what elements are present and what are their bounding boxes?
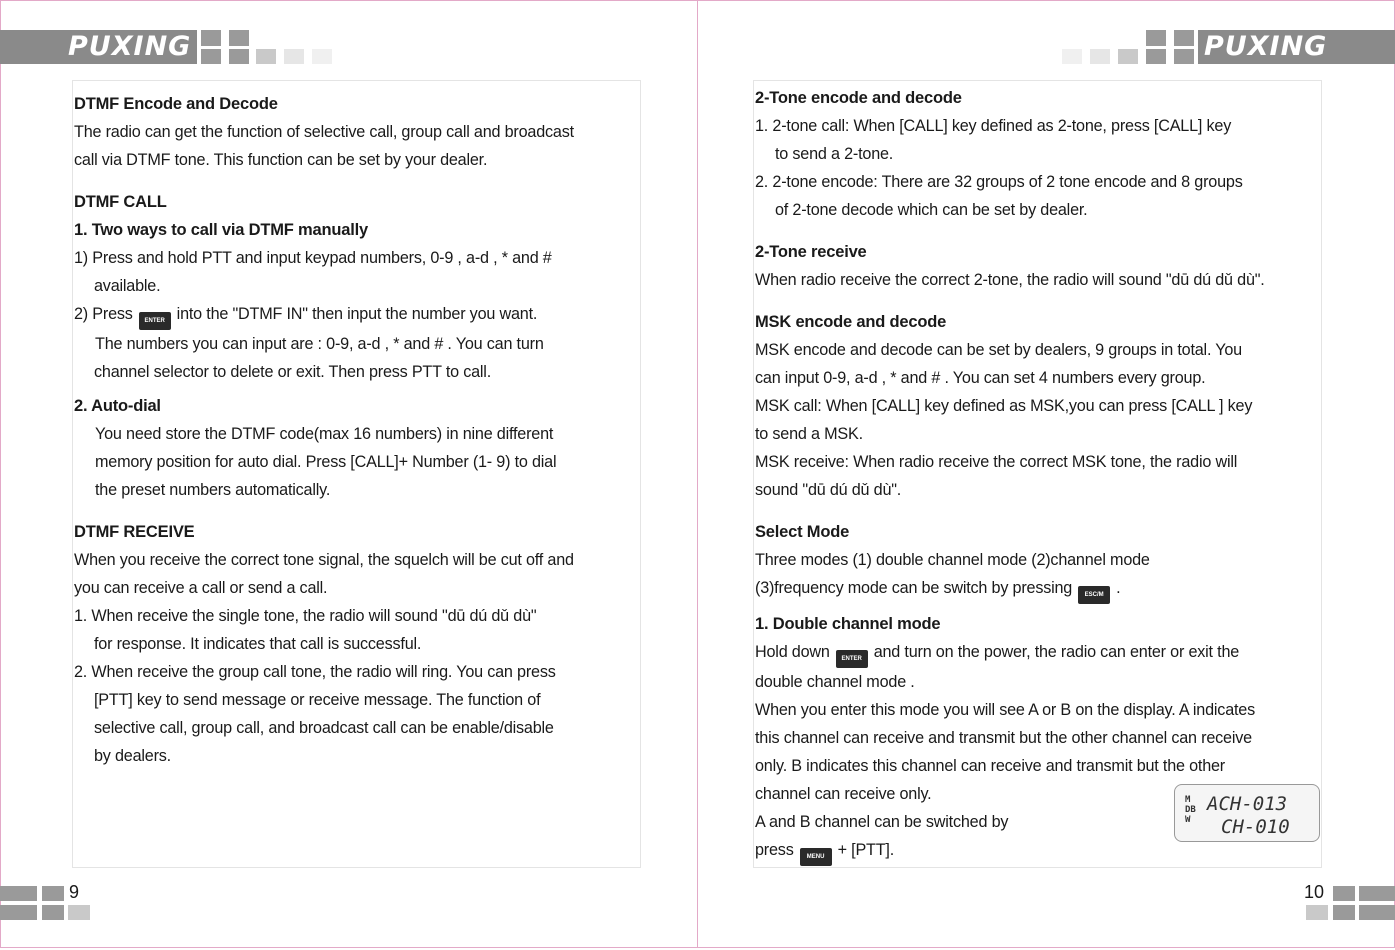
text-line: MSK receive: When radio receive the correct MSK tone, the radio will bbox=[755, 453, 1238, 471]
text-line: only. B indicates this channel can receive and transmit but the other bbox=[755, 757, 1225, 775]
header-square bbox=[1174, 49, 1194, 64]
text-line bbox=[74, 300, 674, 330]
text-line: When you receive the correct tone signal, the squelch will be cut off and bbox=[74, 551, 574, 569]
text-line: available. bbox=[94, 277, 161, 295]
left-column bbox=[74, 90, 674, 770]
right-page-number: 10 bbox=[1304, 882, 1325, 902]
text-segment: into the "DTMF IN" then input the number you want. bbox=[176, 305, 538, 323]
text-segment: 2) Press bbox=[74, 305, 133, 323]
lcd-display-illustration bbox=[1174, 784, 1320, 842]
header-square bbox=[229, 49, 249, 64]
dtmf-call-heading: DTMF CALL bbox=[74, 193, 167, 211]
text-line: this channel can receive and transmit but the other channel can receive bbox=[755, 729, 1252, 747]
text-segment: (3)frequency mode can be switch by pressing bbox=[755, 579, 1073, 597]
text-line: Three modes (1) double channel mode (2)channel mode bbox=[755, 551, 1150, 569]
text-line: can input 0-9, a-d , * and # . You can set 4 numbers every group. bbox=[755, 369, 1206, 387]
text-line: When you enter this mode you will see A or B on the display. A indicates bbox=[755, 701, 1255, 719]
puxing-logo-left: PUXING bbox=[68, 31, 192, 62]
text-segment: Hold down bbox=[755, 643, 830, 661]
text-line: 2. 2-tone encode: There are 32 groups of 2 tone encode and 8 groups bbox=[755, 173, 1243, 191]
text-line: sound "dū dú dǔ dù". bbox=[755, 481, 902, 499]
footer-square bbox=[1359, 886, 1395, 901]
lcd-indicators bbox=[1185, 795, 1196, 825]
header-square bbox=[256, 49, 276, 64]
lcd-indicator: W bbox=[1185, 815, 1191, 825]
text-line: double channel mode . bbox=[755, 673, 915, 691]
footer-square bbox=[68, 905, 90, 920]
text-line: selective call, group call, and broadcast call can be enable/disable bbox=[94, 719, 554, 737]
text-line: MSK encode and decode can be set by dealers, 9 groups in total. You bbox=[755, 341, 1242, 359]
footer-square bbox=[1333, 886, 1355, 901]
text-line: you can receive a call or send a call. bbox=[74, 579, 328, 597]
esc-m-key-icon: ESC/M bbox=[1078, 586, 1110, 604]
text-line: by dealers. bbox=[94, 747, 171, 765]
text-line: memory position for auto dial. Press [CALL]+ Number (1- 9) to dial bbox=[95, 453, 557, 471]
text-segment: + [PTT]. bbox=[837, 841, 895, 859]
footer-square bbox=[1333, 905, 1355, 920]
text-line: 1. When receive the single tone, the radio will sound "dū dú dǔ dù" bbox=[74, 607, 537, 625]
select-mode-heading: Select Mode bbox=[755, 523, 850, 541]
menu-key-icon: MENU bbox=[800, 848, 832, 866]
text-segment: press bbox=[755, 841, 794, 859]
header-square bbox=[1146, 30, 1166, 46]
text-segment: and turn on the power, the radio can enter or exit the bbox=[873, 643, 1240, 661]
text-line: MSK call: When [CALL] key defined as MSK,you can press [CALL ] key bbox=[755, 397, 1253, 415]
text-line: 2. When receive the group call tone, the radio will ring. You can press bbox=[74, 663, 556, 681]
footer-square bbox=[42, 905, 64, 920]
header-square bbox=[284, 49, 304, 64]
text-line: [PTT] key to send message or receive message. The function of bbox=[94, 691, 541, 709]
footer-square bbox=[0, 905, 37, 920]
footer-square bbox=[1306, 905, 1328, 920]
header-square bbox=[1146, 49, 1166, 64]
lcd-line-1: ACH-013 bbox=[1207, 793, 1288, 815]
text-line: of 2-tone decode which can be set by dealer. bbox=[775, 201, 1088, 219]
footer-square bbox=[0, 886, 37, 901]
enter-key-icon: ENTER bbox=[139, 312, 171, 330]
text-line: You need store the DTMF code(max 16 numbers) in nine different bbox=[95, 425, 554, 443]
text-line: channel can receive only. bbox=[755, 785, 932, 803]
text-segment: . bbox=[1116, 579, 1121, 597]
text-line: the preset numbers automatically. bbox=[95, 481, 331, 499]
two-tone-heading: 2-Tone encode and decode bbox=[755, 89, 962, 107]
header-square bbox=[201, 49, 221, 64]
header-square bbox=[1174, 30, 1194, 46]
lcd-indicator: M bbox=[1185, 795, 1191, 805]
header-square bbox=[201, 30, 221, 46]
header-square bbox=[1118, 49, 1138, 64]
enter-key-icon: ENTER bbox=[836, 650, 868, 668]
msk-heading: MSK encode and decode bbox=[755, 313, 947, 331]
text-line: A and B channel can be switched by bbox=[755, 813, 1009, 831]
double-channel-heading: 1. Double channel mode bbox=[755, 615, 941, 633]
text-line: 1. 2-tone call: When [CALL] key defined as 2-tone, press [CALL] key bbox=[755, 117, 1232, 135]
footer-square bbox=[42, 886, 64, 901]
text-line bbox=[755, 574, 1385, 604]
footer-square bbox=[1359, 905, 1395, 920]
right-column bbox=[755, 84, 1385, 866]
header-square bbox=[1062, 49, 1082, 64]
text-line: When radio receive the correct 2-tone, the radio will sound "dū dú dǔ dù". bbox=[755, 271, 1265, 289]
text-line: call via DTMF tone. This function can be set by your dealer. bbox=[74, 151, 488, 169]
text-line: The numbers you can input are : 0-9, a-d , * and # . You can turn bbox=[95, 335, 544, 353]
two-ways-heading: 1. Two ways to call via DTMF manually bbox=[74, 221, 368, 239]
text-line: to send a MSK. bbox=[755, 425, 863, 443]
lcd-line-2: CH-010 bbox=[1221, 816, 1290, 838]
puxing-logo-right: PUXING bbox=[1204, 31, 1328, 62]
header-square bbox=[1090, 49, 1110, 64]
text-line: for response. It indicates that call is successful. bbox=[94, 635, 422, 653]
text-line: 1) Press and hold PTT and input keypad numbers, 0-9 , a-d , * and # bbox=[74, 249, 552, 267]
text-line: The radio can get the function of selective call, group call and broadcast bbox=[74, 123, 574, 141]
lcd-indicator: DB bbox=[1185, 805, 1196, 815]
text-line: channel selector to delete or exit. Then press PTT to call. bbox=[94, 363, 491, 381]
auto-dial-heading: 2. Auto-dial bbox=[74, 397, 161, 415]
left-page-number: 9 bbox=[69, 882, 80, 902]
header-square bbox=[229, 30, 249, 46]
two-tone-receive-heading: 2-Tone receive bbox=[755, 243, 867, 261]
text-line bbox=[755, 638, 1385, 668]
dtmf-encode-heading: DTMF Encode and Decode bbox=[74, 95, 278, 113]
header-square bbox=[312, 49, 332, 64]
text-line: to send a 2-tone. bbox=[775, 145, 894, 163]
dtmf-receive-heading: DTMF RECEIVE bbox=[74, 523, 195, 541]
